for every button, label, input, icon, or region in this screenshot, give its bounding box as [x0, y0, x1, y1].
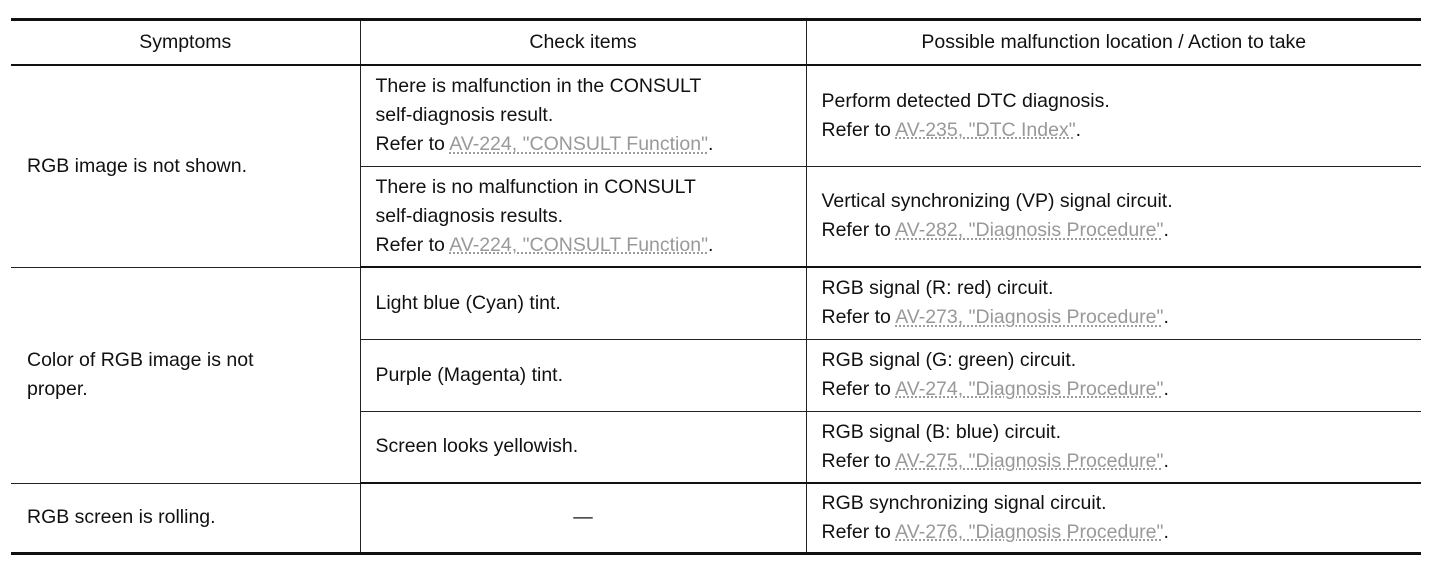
action-text: Vertical synchronizing (VP) signal circuit. — [821, 190, 1173, 213]
check-item-cell — [360, 166, 806, 267]
reference-link[interactable]: AV-224, "CONSULT Function" — [449, 133, 709, 156]
symptom-text: Color of RGB image is not — [27, 349, 254, 371]
action-cell — [806, 166, 1421, 267]
action-cell — [806, 411, 1421, 483]
action-cell — [806, 339, 1421, 411]
check-item-text: self-diagnosis result. — [375, 104, 554, 127]
header-symptoms: Symptoms — [11, 20, 360, 66]
action-text: RGB signal (R: red) circuit. — [821, 277, 1054, 300]
reference-prefix: Refer to — [821, 520, 896, 543]
diagnosis-table — [11, 18, 1421, 555]
reference-link[interactable]: AV-235, "DTC Index" — [895, 118, 1076, 141]
reference-prefix: Refer to — [375, 233, 450, 256]
check-item-cell: Screen looks yellowish. — [360, 411, 806, 483]
reference-suffix: . — [708, 233, 714, 256]
reference-suffix: . — [1163, 219, 1169, 242]
check-item-text: There is no malfunction in CONSULT — [375, 175, 696, 198]
reference-prefix: Refer to — [821, 378, 896, 400]
action-text: RGB signal (G: green) circuit. — [821, 349, 1077, 371]
reference-line — [376, 231, 806, 260]
check-item-text: self-diagnosis results. — [375, 204, 563, 227]
reference-link[interactable]: AV-224, "CONSULT Function" — [449, 233, 709, 256]
reference-link[interactable]: AV-275, "Diagnosis Procedure" — [895, 449, 1164, 472]
table-row — [11, 65, 1421, 166]
reference-link[interactable]: AV-273, "Diagnosis Procedure" — [895, 306, 1164, 329]
check-item-cell — [360, 65, 806, 166]
check-item-cell: — — [360, 483, 806, 553]
reference-prefix: Refer to — [821, 449, 896, 472]
action-text: RGB synchronizing signal circuit. — [821, 491, 1107, 514]
reference-line — [376, 130, 806, 159]
reference-link[interactable]: AV-282, "Diagnosis Procedure" — [895, 219, 1164, 242]
reference-suffix: . — [1163, 520, 1169, 543]
table-row — [11, 267, 1421, 339]
symptom-text: proper. — [27, 378, 88, 400]
reference-suffix: . — [1163, 449, 1169, 472]
reference-prefix: Refer to — [821, 118, 896, 141]
reference-line — [822, 116, 1422, 145]
table-row — [11, 483, 1421, 553]
reference-link[interactable]: AV-274, "Diagnosis Procedure" — [895, 378, 1164, 400]
reference-prefix: Refer to — [821, 306, 896, 329]
reference-suffix: . — [1075, 118, 1082, 141]
reference-line — [822, 447, 1422, 476]
symptom-cell: RGB image is not shown. — [11, 65, 360, 267]
reference-line — [822, 216, 1422, 245]
header-check-items: Check items — [360, 20, 806, 66]
reference-line — [822, 518, 1422, 547]
action-text: Perform detected DTC diagnosis. — [821, 89, 1110, 112]
action-cell — [806, 65, 1421, 166]
header-action: Possible malfunction location / Action to take — [806, 20, 1421, 66]
check-item-text: There is malfunction in the CONSULT — [375, 75, 702, 98]
action-cell — [806, 483, 1421, 553]
table-header-row — [11, 20, 1421, 66]
check-item-cell: Purple (Magenta) tint. — [360, 339, 806, 411]
symptom-cell — [11, 267, 360, 483]
check-item-cell: Light blue (Cyan) tint. — [360, 267, 806, 339]
reference-prefix: Refer to — [821, 219, 896, 242]
reference-suffix: . — [1163, 306, 1169, 329]
diagnosis-table-container — [11, 18, 1421, 555]
reference-suffix: . — [708, 133, 714, 156]
reference-line — [822, 375, 1422, 404]
action-text: RGB signal (B: blue) circuit. — [821, 420, 1061, 443]
reference-line — [822, 303, 1422, 332]
symptom-cell: RGB screen is rolling. — [11, 483, 360, 553]
reference-suffix: . — [1163, 378, 1169, 400]
reference-prefix: Refer to — [375, 133, 450, 156]
reference-link[interactable]: AV-276, "Diagnosis Procedure" — [895, 520, 1164, 543]
action-cell — [806, 267, 1421, 339]
